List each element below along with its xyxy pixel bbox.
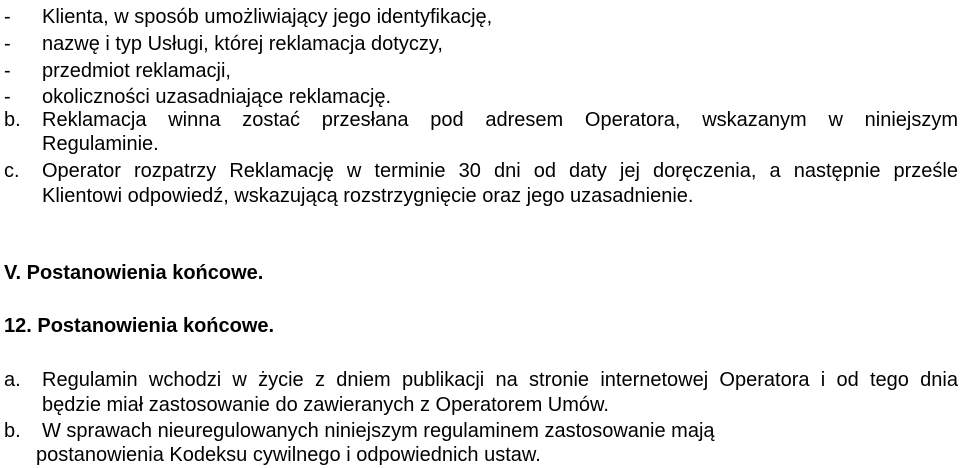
point-c-line-2: Klientowi odpowiedź, wskazującą rozstrzygnięcie oraz jego uzasadnienie. [42,185,694,207]
list-item-marker: - [4,33,11,55]
final-a-marker: a. [4,369,21,391]
point-c-marker: c. [4,160,20,182]
list-item: przedmiot reklamacji, [42,60,231,82]
point-b-marker: b. [4,109,21,131]
point-b-line-2: Regulaminie. [42,133,159,155]
list-item-marker: - [4,60,11,82]
final-b-line-1: W sprawach nieuregulowanych niniejszym regulaminem zastosowanie mają [42,420,715,442]
section-heading-v: V. Postanowienia końcowe. [4,262,264,284]
point-c-line-1: Operator rozpatrzy Reklamację w terminie 30 dni od daty jej doręczenia, a następnie prześle [42,160,958,182]
final-a-line-2: będzie miał zastosowanie do zawieranych z Operatorem Umów. [42,394,609,416]
list-item-marker: - [4,6,11,28]
point-b-line-1: Reklamacja winna zostać przesłana pod adresem Operatora, wskazanym w niniejszym [42,109,958,131]
list-item: okoliczności uzasadniające reklamację. [42,86,392,108]
list-item-marker: - [4,86,11,108]
final-a-line-1: Regulamin wchodzi w życie z dniem publikacji na stronie internetowej Operatora i od tego dnia [42,369,958,391]
final-b-line-2: postanowienia Kodeksu cywilnego i odpowiednich ustaw. [36,444,541,466]
section-heading-12: 12. Postanowienia końcowe. [4,315,275,337]
list-item: nazwę i typ Usługi, której reklamacja dotyczy, [42,33,443,55]
final-b-marker: b. [4,420,21,442]
list-item: Klienta, w sposób umożliwiający jego identyfikację, [42,6,493,28]
